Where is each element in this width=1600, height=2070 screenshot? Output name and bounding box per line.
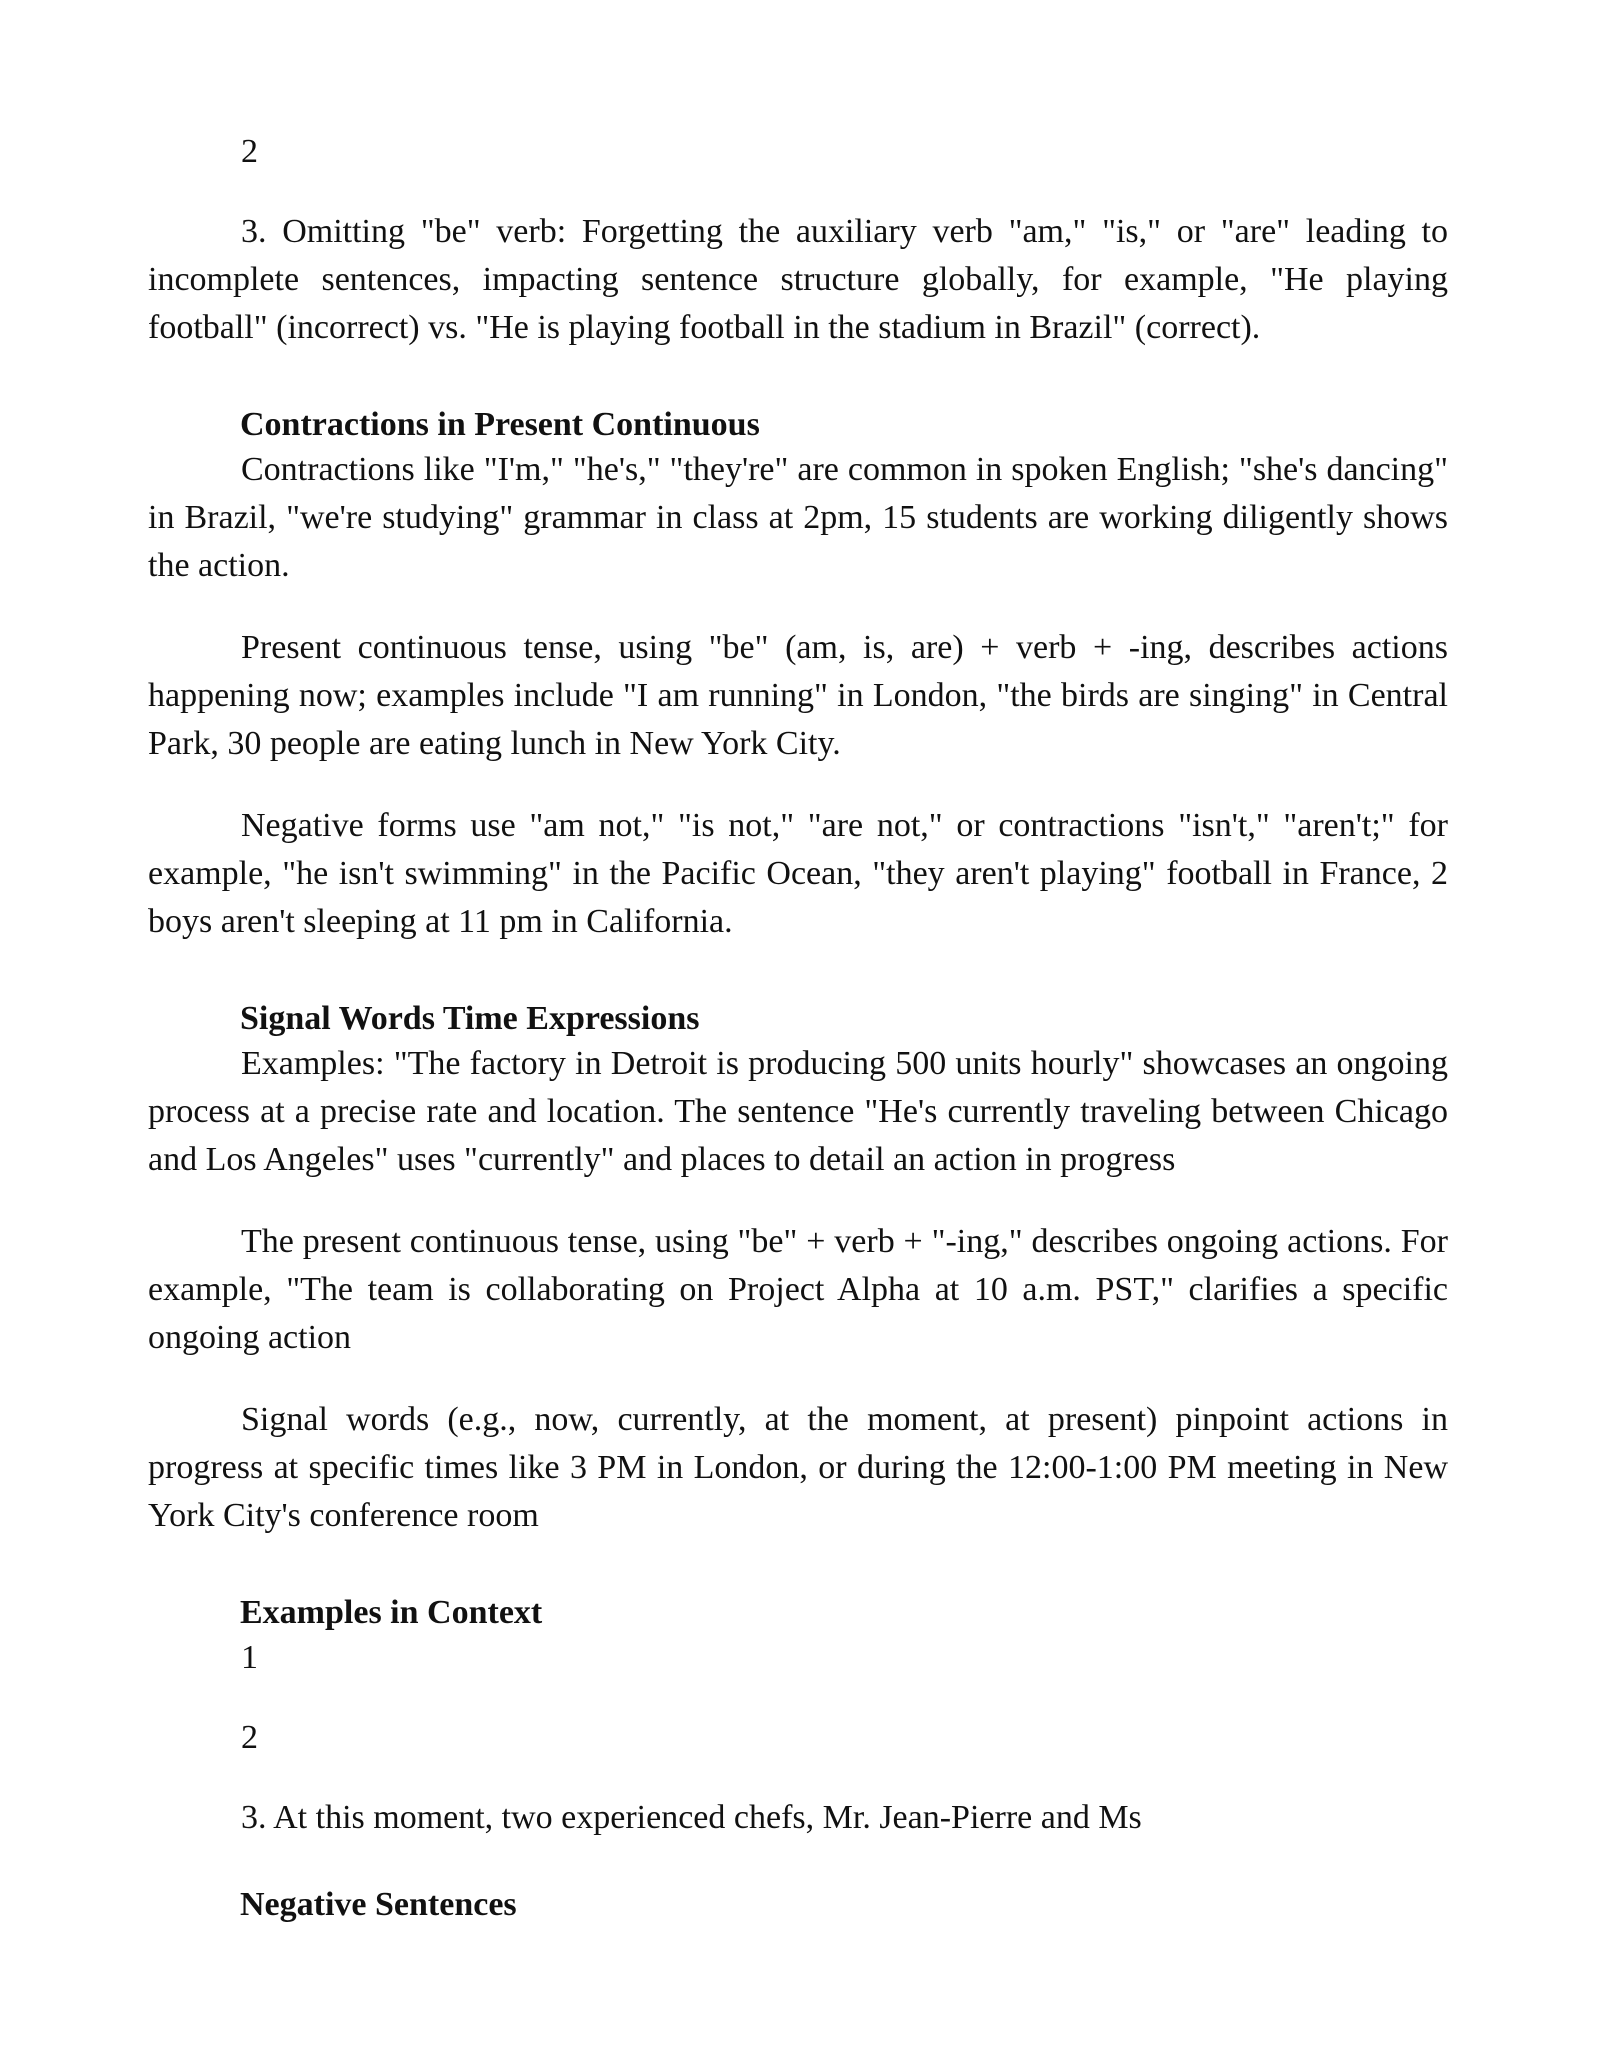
paragraph-signal-words: Signal words (e.g., now, currently, at the moment, at present) pinpoint actions in progress at specific times like 3 PM in London, or during the 12:00-1:00 PM meeting in New York City's conference room bbox=[148, 1401, 1448, 1534]
list-item: 3. At this moment, two experienced chefs, Mr. Jean-Pierre and Ms bbox=[241, 1799, 1142, 1836]
paragraph-present-continuous: Present continuous tense, using "be" (am, is, are) + verb + -ing, describes actions happening now; examples include "I am running" in London, "the birds are singing" in Central Park, 30 people are eating lunch in New York City. bbox=[148, 629, 1448, 762]
heading-negative-sentences: Negative Sentences bbox=[240, 1886, 517, 1923]
paragraph-negative-forms: Negative forms use "am not," "is not," "are not," or contractions "isn't," "aren't;" for example, "he isn't swimming" in the Pacific Ocean, "they aren't playing" football in France, 2 boys aren't sleeping at 11 pm in California. bbox=[148, 807, 1448, 940]
list-item: 1 bbox=[241, 1639, 258, 1676]
paragraph-omitting-be-verb: 3. Omitting "be" verb: Forgetting the auxiliary verb "am," "is," or "are" leading to incomplete sentences, impacting sentence structure globally, for example, "He playing football" (incorrect) vs. "He is playing football in the stadium in Brazil" (correct). bbox=[148, 213, 1448, 346]
paragraph-signal-examples: Examples: "The factory in Detroit is producing 500 units hourly" showcases an ongoing process at a precise rate and location. The sentence "He's currently traveling between Chicago and Los Angeles" uses "currently" and places to detail an action in progress bbox=[148, 1045, 1448, 1178]
paragraph-contractions: Contractions like "I'm," "he's," "they're" are common in spoken English; "she's dancing" in Brazil, "we're studying" grammar in class at 2pm, 15 students are working diligently shows the action. bbox=[148, 451, 1448, 584]
paragraph-ongoing-actions: The present continuous tense, using "be" + verb + "-ing," describes ongoing actions. For example, "The team is collaborating on Project Alpha at 10 a.m. PST," clarifies a specific ongoing action bbox=[148, 1223, 1448, 1356]
page-number: 2 bbox=[241, 133, 258, 170]
heading-contractions: Contractions in Present Continuous bbox=[240, 406, 760, 443]
heading-signal-words: Signal Words Time Expressions bbox=[240, 1000, 700, 1037]
list-item: 2 bbox=[241, 1719, 258, 1756]
heading-examples-in-context: Examples in Context bbox=[240, 1594, 543, 1631]
document-page bbox=[148, 128, 1448, 1926]
